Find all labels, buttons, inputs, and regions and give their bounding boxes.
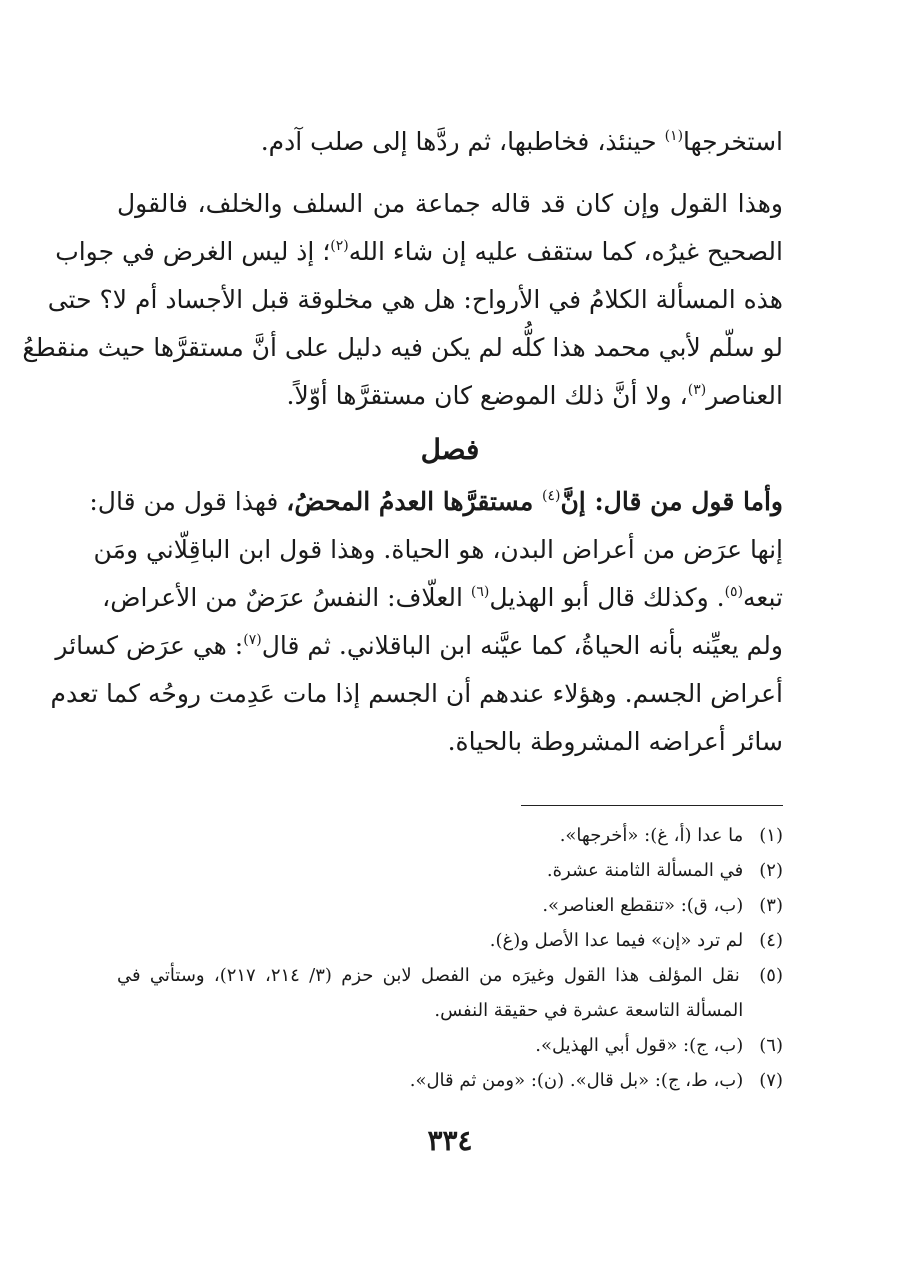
footnote-ref[interactable]: (١)	[664, 128, 684, 144]
text-line: أعراض الجسم. وهؤلاء عندهم أن الجسم إذا مات عَدِمت روحُه كما تعدم	[50, 679, 783, 708]
footnotes	[117, 818, 783, 1098]
footnote-number: (٦)	[759, 1035, 783, 1056]
text-line: استخرجها$^{(١)}$ حينئذ، فخاطبها، ثم ردَّها إلى صلب آدم.	[260, 127, 783, 156]
footnote: (٤) لم ترد «إن» فيما عدا الأصل و(غ).	[117, 923, 783, 958]
footnote-number: (٧)	[759, 1070, 783, 1091]
footnote-ref[interactable]: (٦)	[470, 584, 490, 600]
text-line: وهذا القول وإن كان قد قاله جماعة من السلف والخلف، فالقول	[117, 189, 783, 218]
footnote-number: (٥)	[759, 965, 783, 986]
footnote: (٣) (ب، ق): «تنقطع العناصر».	[117, 888, 783, 923]
text-line: هذه المسألة الكلامُ في الأرواح: هل هي مخلوقة قبل الأجساد أم لا؟ حتى	[47, 285, 783, 314]
text-line: لو سلّم لأبي محمد هذا كلُّه لم يكن فيه دليل على أنَّ مستقرَّها حيث منقطعُ	[22, 333, 783, 362]
footnote-ref[interactable]: (٣)	[687, 382, 707, 398]
footnote: (٦) (ب، ج): «قول أبي الهذيل».	[117, 1028, 783, 1063]
text-line: تبعه$^{(٥)}$. وكذلك قال أبو الهذيل$^{(٦)}$ العلّاف: النفسُ عرَضٌ من الأعراض،	[102, 583, 783, 612]
text-line: ولم يعيِّنه بأنه الحياةُ، كما عيَّنه ابن الباقلاني. ثم قال$^{(٧)}$: هي عرَض كسائر	[55, 631, 783, 660]
text-line: سائر أعراضه المشروطة بالحياة.	[447, 727, 783, 756]
footnote-separator	[521, 805, 783, 806]
paragraph	[50, 478, 783, 766]
footnote-ref[interactable]: (٧)	[243, 632, 262, 648]
footnote-number: (٣)	[759, 895, 783, 916]
paragraph	[22, 180, 783, 420]
footnote: (١) ما عدا (أ، غ): «أخرجها».	[117, 818, 783, 853]
footnote-ref[interactable]: (٢)	[330, 238, 349, 254]
book-page	[22, 118, 783, 1157]
footnote-number: (١)	[759, 825, 783, 846]
footnote: (٢) في المسألة الثامنة عشرة.	[117, 853, 783, 888]
text-line: العناصر$^{(٣)}$، ولا أنَّ ذلك الموضع كان مستقرَّها أوّلاً.	[286, 381, 783, 410]
text-line: الصحيح غيرُه، كما ستقف عليه إن شاء الله$^{(٢)}$؛ إذ ليس الغرض في جواب	[55, 237, 783, 266]
text-line: وأما قول من قال: إنَّ$^{(٤)}$ مستقرَّها العدمُ المحضُ، فهذا قول من قال:	[89, 487, 783, 516]
page-number: ٣٣٤	[427, 1124, 473, 1157]
section-heading: فصل	[420, 433, 480, 466]
text-line: إنها عرَض من أعراض البدن، هو الحياة. وهذا قول ابن الباقِلّاني ومَن	[93, 535, 783, 564]
footnote-number: (٤)	[759, 930, 783, 951]
footnote: (٥) نقل المؤلف هذا القول وغيرَه من الفصل لابن حزم (٣/ ٢١٤، ٢١٧)، وستأتي في	[117, 958, 783, 993]
footnote-continuation: المسألة التاسعة عشرة في حقيقة النفس.	[434, 1000, 744, 1021]
footnote-ref[interactable]: (٥)	[724, 584, 744, 600]
footnote: (٧) (ب، ط، ج): «بل قال». (ن): «ومن ثم قال».	[117, 1063, 783, 1098]
footnote-number: (٢)	[759, 860, 783, 881]
footnote-ref[interactable]: (٤)	[541, 488, 561, 504]
